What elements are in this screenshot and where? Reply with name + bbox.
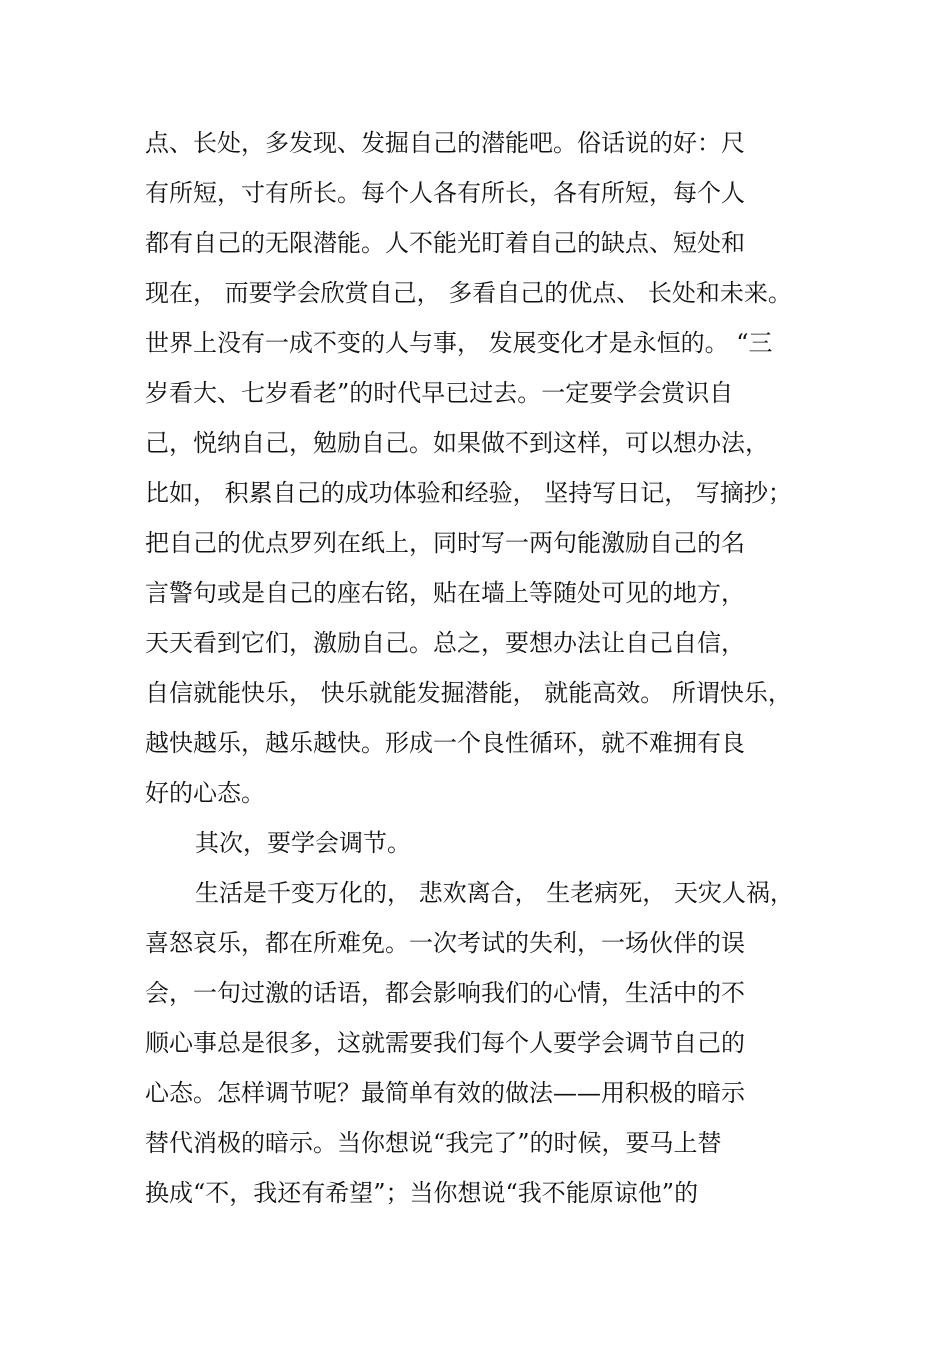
text-line: 把自己的优点罗列在纸上，同时写一两句能激励自己的名	[145, 529, 745, 557]
text-line: 现在， 而要学会欣赏自己， 多看自己的优点、 长处和未来。	[145, 279, 792, 307]
text-line: 有所短，寸有所长。每个人各有所长，各有所短，每个人	[145, 179, 745, 207]
text-line: 心态。怎样调节呢？最简单有效的做法——用积极的暗示	[145, 1079, 745, 1107]
text-line: 世界上没有一成不变的人与事， 发展变化才是永恒的。 “三	[145, 329, 773, 357]
text-line: 天天看到它们，激励自己。总之，要想办法让自己自信，	[145, 629, 745, 657]
text-line: 岁看大、七岁看老”的时代早已过去。一定要学会赏识自	[145, 379, 734, 407]
text-line: 会，一句过激的话语，都会影响我们的心情，生活中的不	[145, 979, 745, 1007]
text-line: 点、长处，多发现、发掘自己的潜能吧。俗话说的好：尺	[145, 129, 745, 157]
text-line: 言警句或是自己的座右铭，贴在墙上等随处可见的地方，	[145, 579, 745, 607]
text-line: 其次，要学会调节。	[195, 829, 411, 857]
body-text	[145, 118, 825, 1218]
text-line: 换成“不，我还有希望”；当你想说“我不能原谅他”的	[145, 1179, 699, 1207]
text-line: 替代消极的暗示。当你想说“我完了”的时候，要马上替	[145, 1129, 722, 1157]
text-line: 都有自己的无限潜能。人不能光盯着自己的缺点、短处和	[145, 229, 745, 257]
text-line: 己，悦纳自己，勉励自己。如果做不到这样，可以想办法，	[145, 429, 769, 457]
text-line: 喜怒哀乐，都在所难免。一次考试的失利，一场伙伴的误	[145, 929, 745, 957]
text-line: 生活是千变万化的， 悲欢离合， 生老病死， 天灾人祸，	[195, 879, 794, 907]
text-line: 越快越乐，越乐越快。形成一个良性循环，就不难拥有良	[145, 729, 745, 757]
text-line: 自信就能快乐， 快乐就能发掘潜能， 就能高效。 所谓快乐，	[145, 679, 792, 707]
text-line: 好的心态。	[145, 779, 265, 807]
text-line: 顺心事总是很多，这就需要我们每个人要学会调节自己的	[145, 1029, 745, 1057]
text-line: 比如， 积累自己的成功体验和经验， 坚持写日记， 写摘抄；	[145, 479, 792, 507]
